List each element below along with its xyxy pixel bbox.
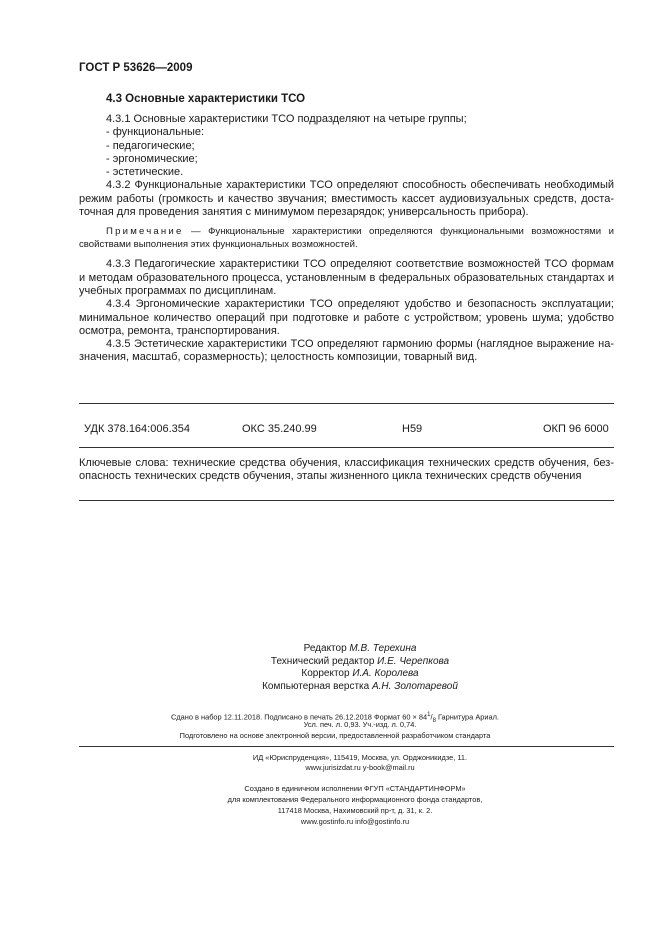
- imprint-line-1: Сдано в набор 12.11.2018. Подписано в печать 26.12.2018 Формат $60 \times 84^1/_8$ Гарнитура Ариал.: [171, 712, 499, 724]
- okp-code: ОКП 96 6000: [543, 423, 609, 435]
- udk-code: УДК 378.164:006.354: [84, 423, 190, 435]
- divider-imprint: [79, 746, 614, 747]
- paragraph-4-3-4: 4.3.4 Эргономические характеристики ТСО определяют удобство и безопасность эксплуатации; минимальное количество операций при подготовке и работе с устройством; уровень шума; удобство осмотра, ремонта, транспортирования.: [79, 298, 614, 337]
- divider-bottom: [79, 500, 614, 501]
- list-item: - педагогические;: [106, 139, 195, 152]
- tech-editor-name: И.Е. Черепкова: [377, 656, 450, 667]
- corrector-name: И.А. Королева: [352, 668, 419, 679]
- imprint-line-2: Усл. печ. л. 0,93. Уч.-изд. л. 0,74.: [303, 720, 417, 729]
- section-body: [79, 113, 614, 365]
- layout-name: А.Н. Золотаревой: [371, 681, 458, 692]
- keywords: Ключевые слова: технические средства обучения, классификация технических средств обучения, без-опасность технических средств обучения, этапы жизненного цикла технических средств обучения: [79, 457, 614, 483]
- list-item: - функциональные:: [106, 126, 205, 139]
- credit-editor: Редактор М.В. Терехина: [303, 643, 417, 654]
- producer-line-3: 117418 Москва, Нахимовский пр-т, д. 31, к. 2.: [277, 806, 433, 815]
- note: [79, 226, 614, 251]
- section-title: 4.3 Основные характеристики ТСО: [106, 93, 306, 105]
- imprint-line-3: Подготовлено на основе электронной версии, предоставленной разработчиком стандарта: [179, 731, 491, 740]
- divider-top: [79, 403, 614, 404]
- producer-line-2: для комплектования Федерального информационного фонда стандартов,: [227, 795, 483, 804]
- editor-name: М.В. Терехина: [349, 643, 417, 654]
- note-text: — Функциональные характеристики определяются функциональными возможностями и свойствами выполнения этих функциональных возможностей.: [79, 226, 614, 250]
- credit-corrector: Корректор И.А. Королева: [301, 668, 419, 679]
- credit-layout: Компьютерная верстка А.Н. Золотаревой: [262, 681, 458, 692]
- oks-code: ОКС 35.240.99: [242, 423, 317, 435]
- publisher-line-2: www.jurisizdat.ru y-book@mail.ru: [305, 763, 415, 772]
- list-item: - эргономические;: [106, 152, 198, 165]
- paragraph-4-3-3: 4.3.3 Педагогические характеристики ТСО определяют соответствие возможностей ТСО формам и методам образовательного процесса, установленным в федеральных образовательных стандартах и учебных программах по дисциплинам.: [79, 258, 614, 297]
- producer-line-4: www.gostinfo.ru info@gostinfo.ru: [300, 817, 410, 826]
- paragraph-4-3-5: 4.3.5 Эстетические характеристики ТСО определяют гармонию формы (наглядное выражение на-значения, масштаб, соразмерность); целостность композиции, товарный вид.: [79, 338, 614, 364]
- divider-middle: [79, 447, 614, 448]
- paragraph-4-3-2: 4.3.2 Функциональные характеристики ТСО определяют способность обеспечивать необходимый режим работы (громкость и качество звучания; вместимость кассет аудиовизуальных средств, доста-точная для проведения занятия с минимумом перезарядок; универсальность прибора).: [79, 179, 614, 219]
- paragraph-4-3-1: 4.3.1 Основные характеристики ТСО подразделяют на четыре группы;: [106, 113, 467, 125]
- document-code: ГОСТ Р 53626—2009: [79, 62, 193, 74]
- producer-line-1: Создано в единичном исполнении ФГУП «СТАНДАРТИНФОРМ»: [244, 784, 466, 793]
- credit-tech-editor: Технический редактор И.Е. Черепкова: [270, 656, 450, 667]
- list-item: - эстетические.: [106, 166, 184, 179]
- h-code: Н59: [402, 423, 423, 435]
- note-label: Примечание: [106, 226, 184, 238]
- publisher-line-1: ИД «Юриспруденция», 115419, Москва, ул. Орджоникидзе, 11.: [252, 753, 468, 762]
